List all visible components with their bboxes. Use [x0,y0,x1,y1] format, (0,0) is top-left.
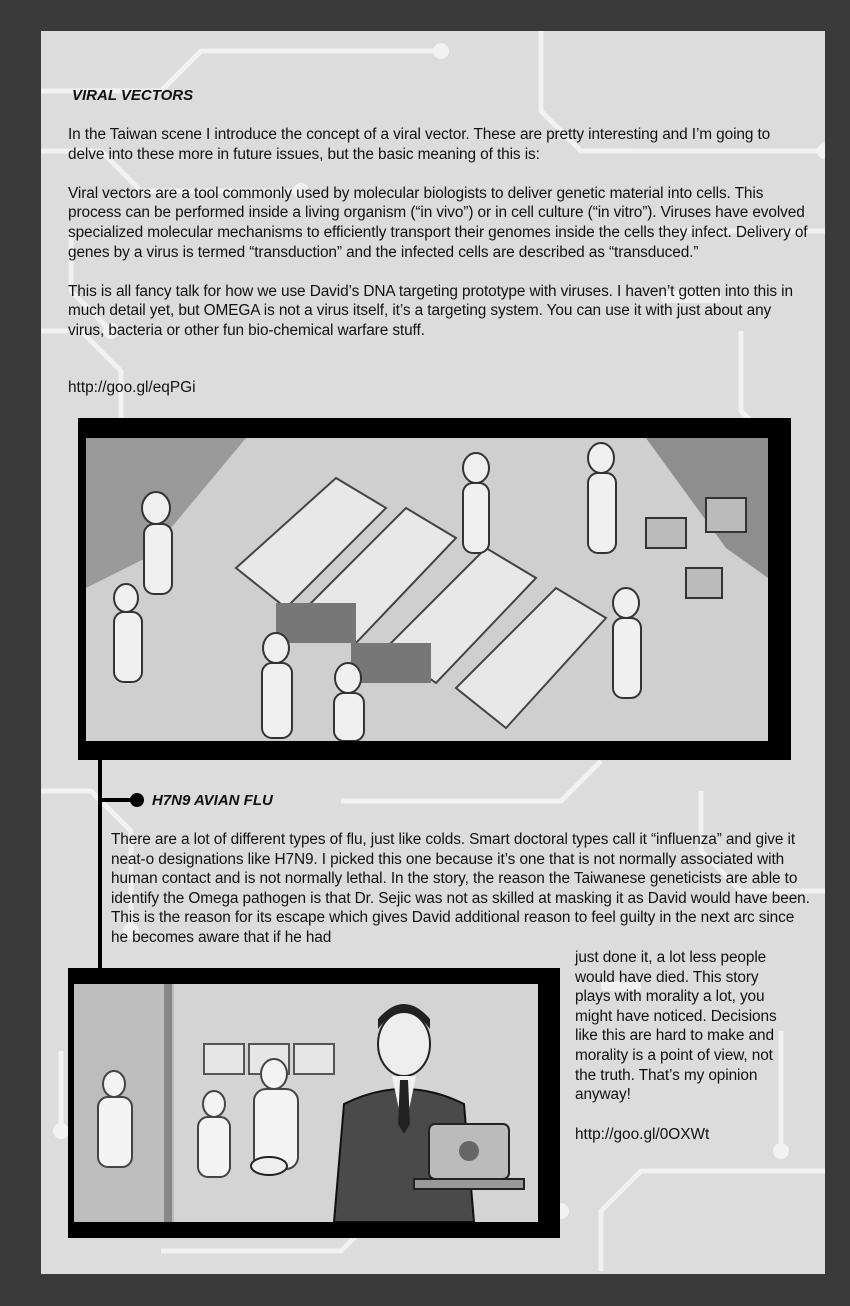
paragraph: Viral vectors are a tool commonly used by molecular biologists to deliver genetic material into cells. This process can be performed inside a living organism (“in vivo”) or in cell culture (“in vitro”). Viruses have evolved specialized molecular mechanisms to efficiently transport their genomes inside the cells they infect. Delivery of genes by a virus is termed “transduction” and the infected cells are described as “transduced.” [68,184,808,261]
comic-panel-lab-scene [78,418,791,760]
section-heading-avian-flu: H7N9 AVIAN FLU [152,792,273,809]
paragraph: This is all fancy talk for how we use David’s DNA targeting prototype with viruses. I haven’t gotten into this in much detail yet, but OMEGA is not a virus itself, it’s a targeting system. You can use it with just about any virus, bacteria or other fun bio-chemical warfare stuff. [68,282,793,339]
comic-panel-man-in-suit [68,968,560,1238]
illustration-man-in-suit [74,984,538,1222]
reference-link-1[interactable]: http://goo.gl/eqPGi [68,379,196,396]
connector-line [98,760,102,970]
reference-link-2[interactable]: http://goo.gl/0OXWt [575,1126,710,1143]
section2-body-top: There are a lot of different types of flu, just like colds. Smart doctoral types call it “influenza” and give it neat-o designations like H7N9. I picked this one because it’s one that is not normally associated with human contact and is not normally lethal. In the story, the reason the Taiwanese geneticists are able to identify the Omega pathogen is that Dr. Sejic was not as skilled at masking it as David would have been. This is the reason for its escape which gives David additional reason to feel guilty in the next arc since he becomes aware that if he had [111,831,810,946]
paragraph: In the Taiwan scene I introduce the concept of a viral vector. These are pretty interesting and I’m going to delve into these more in future issues, but the basic meaning of this is: [68,126,771,163]
section1-body [68,125,808,360]
illustration-lab-scene [86,438,768,741]
section2-body-side: just done it, a lot less people would have died. This story plays with morality a lot, you might have noticed. Decisions like this are hard to make and morality is a point of view, not the truth. That’s my opinion anyway! [575,949,777,1104]
section-heading-viral-vectors: VIRAL VECTORS [72,87,194,104]
connector-dot [130,793,144,807]
page [41,31,825,1274]
